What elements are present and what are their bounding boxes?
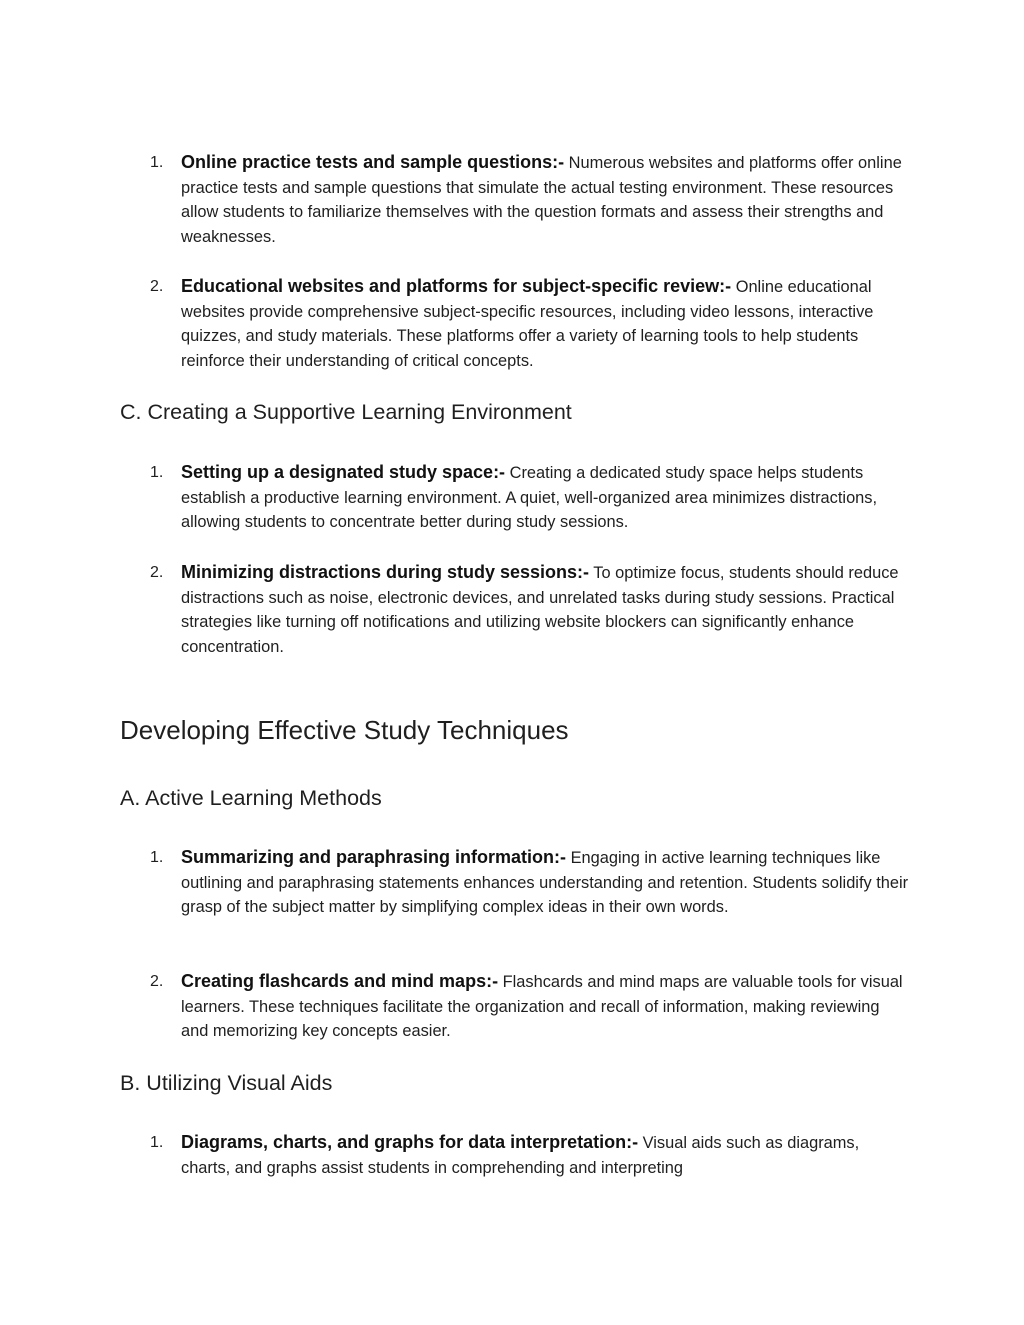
list-item-lead: Setting up a designated study space:-: [181, 462, 506, 482]
list-number: 2.: [150, 564, 164, 581]
list-number: 1.: [150, 154, 164, 171]
list-number: 1.: [150, 849, 164, 866]
list-item-body: [181, 274, 909, 373]
list-item-text: To optimize focus, students should reduce distractions such as noise, electronic devices, and unrelated tasks during study sessions. Practical strategies like turning off notifications and utilizing website blockers can significantly enhance concentration.: [181, 564, 899, 656]
chapter-heading: Developing Effective Study Techniques: [120, 715, 569, 745]
list-item-body: [181, 1130, 909, 1180]
list-item-text: Online educational websites provide comprehensive subject-specific resources, including video lessons, interactive quizzes, and study materials. These platforms offer a variety of learning tools to help students reinforce their understanding of critical concepts.: [181, 278, 874, 370]
list-item-text: Numerous websites and platforms offer online practice tests and sample questions that simulate the actual testing environment. These resources allow students to familiarize themselves with the question formats and assess their strengths and weaknesses.: [181, 154, 902, 246]
list-item-lead: Educational websites and platforms for subject-specific review:-: [181, 276, 732, 296]
list-number: 2.: [150, 973, 164, 990]
list-item-lead: Creating flashcards and mind maps:-: [181, 971, 499, 991]
list-item-text: Visual aids such as diagrams, charts, and graphs assist students in comprehending and interpreting: [181, 1134, 860, 1177]
list-item-lead: Online practice tests and sample questions:-: [181, 152, 565, 172]
list-item-lead: Diagrams, charts, and graphs for data interpretation:-: [181, 1132, 639, 1152]
section-heading-b: B. Utilizing Visual Aids: [120, 1071, 333, 1095]
list-item-lead: Minimizing distractions during study sessions:-: [181, 562, 590, 582]
list-item-text: Engaging in active learning techniques like outlining and paraphrasing statements enhances understanding and retention. Students solidify their grasp of the subject matter by simplifying complex ideas in their own words.: [181, 849, 909, 916]
list-item-body: [181, 969, 909, 1044]
list-number: 1.: [150, 1134, 164, 1151]
list-item-body: [181, 150, 909, 249]
list-item-body: [181, 845, 909, 920]
list-item-body: [181, 460, 909, 535]
section-heading-c: C. Creating a Supportive Learning Environment: [120, 400, 572, 424]
list-number: 1.: [150, 464, 164, 481]
list-item-text: Flashcards and mind maps are valuable tools for visual learners. These techniques facilitate the organization and recall of information, making reviewing and memorizing key concepts easier.: [181, 973, 903, 1040]
list-item-body: [181, 560, 909, 659]
section-heading-a: A. Active Learning Methods: [120, 786, 382, 810]
list-number: 2.: [150, 278, 164, 295]
list-item-lead: Summarizing and paraphrasing information:-: [181, 847, 567, 867]
list-item-text: Creating a dedicated study space helps students establish a productive learning environment. A quiet, well-organized area minimizes distractions, allowing students to concentrate better during study sessions.: [181, 464, 878, 531]
